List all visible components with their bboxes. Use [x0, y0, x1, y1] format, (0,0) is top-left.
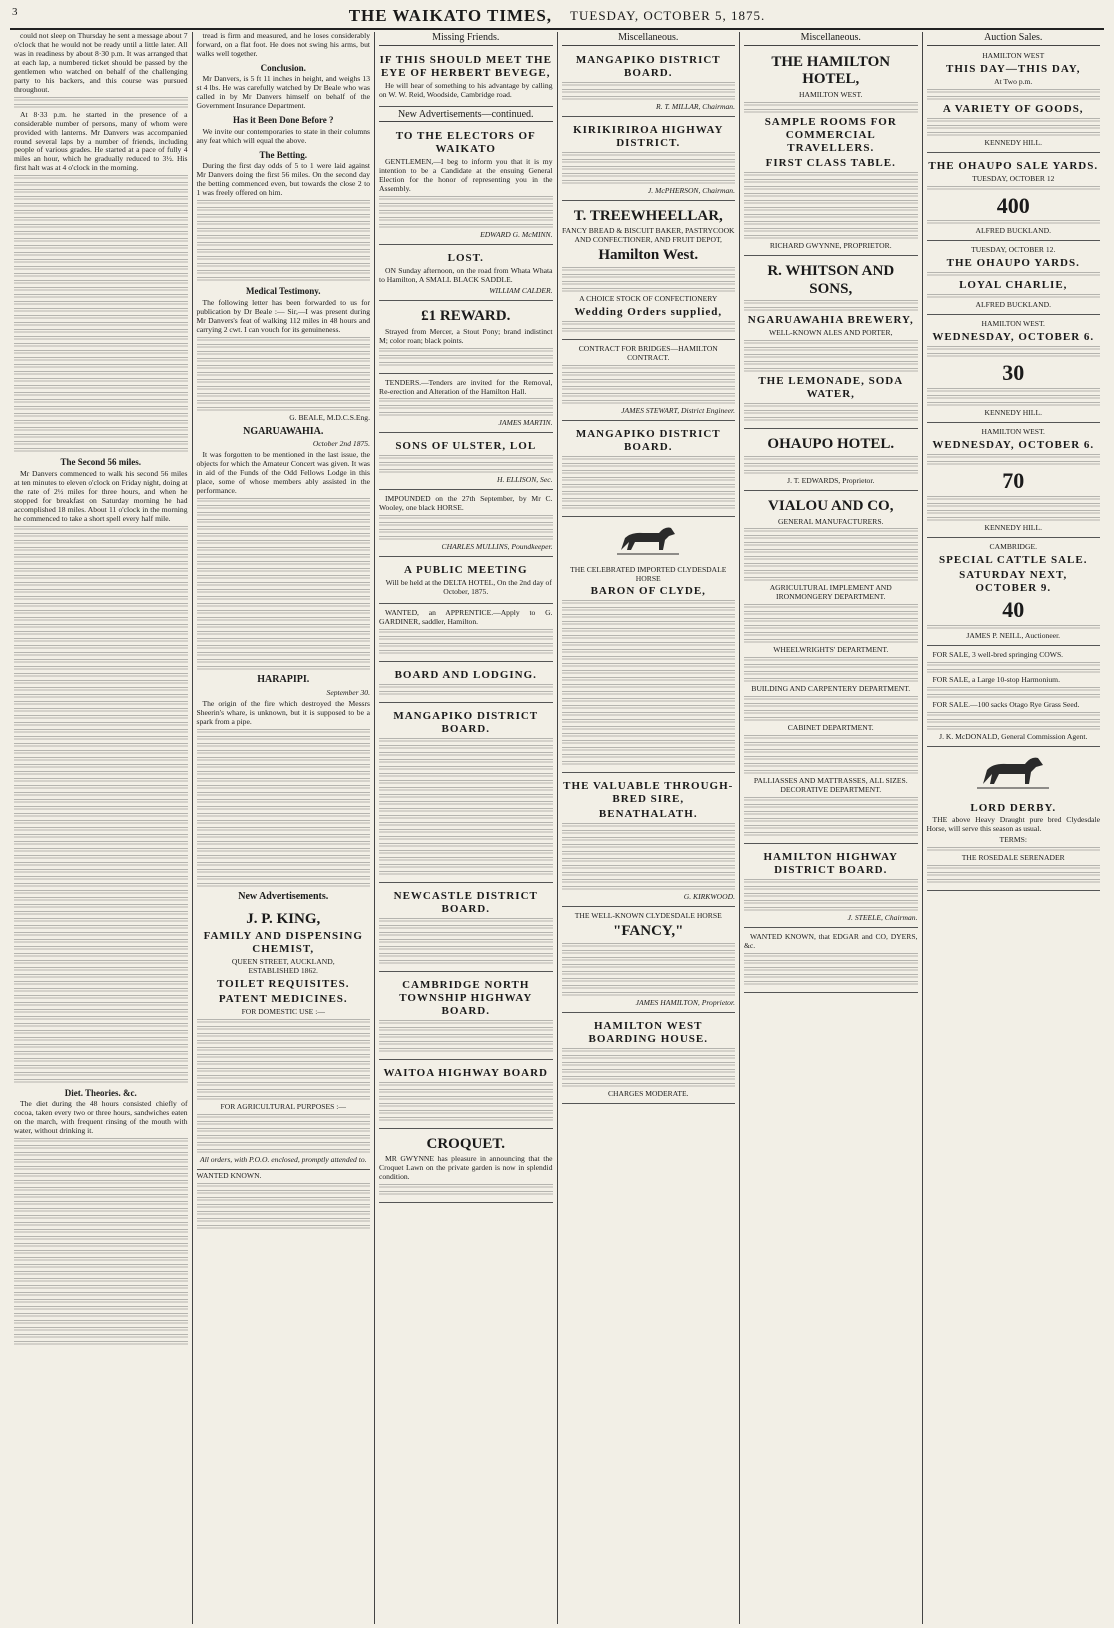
ad-title: T. TREEWHEELLAR, [573, 207, 723, 224]
ad-quantity: 40 [1002, 596, 1025, 622]
auction-ad [927, 155, 1101, 242]
advert [562, 119, 736, 201]
section-header: Miscellaneous. [562, 32, 736, 46]
ad-quantity: 400 [996, 192, 1030, 218]
masthead [10, 4, 1104, 30]
ad-body: FOR SALE, a Large 10-stop Harmonium. [932, 674, 1060, 684]
ad-signature: JAMES HAMILTON, Proprietor. [635, 997, 735, 1007]
ad-subheading: FOR DOMESTIC USE :— [241, 1006, 325, 1016]
ad-title: £1 REWARD. [421, 307, 511, 324]
ad-signature: H. ELLISON, Sec. [497, 475, 553, 485]
advert [379, 376, 553, 434]
ad-title: A PUBLIC MEETING [403, 564, 528, 577]
ad-body: GENTLEMEN,—I beg to inform you that it is my intention to be a Candidate at the ensuing General Election for the honor of representing you in the Assembly. [379, 157, 553, 194]
ad-place: HAMILTON WEST [982, 50, 1045, 60]
advert [379, 559, 553, 604]
advert [379, 606, 553, 662]
advert [562, 49, 736, 117]
ad-title: MANGAPIKO DISTRICT BOARD. [575, 427, 721, 453]
ad-signature: CHARLES MULLINS, Poundkeeper. [441, 542, 553, 552]
ad-heading: PALLIASSES AND MATTRASSES, ALL SIZES. [753, 776, 908, 786]
ad-title: THE VALUABLE THROUGH-BRED SIRE, [563, 780, 734, 806]
ad-title: IF THIS SHOULD MEET THE EYE OF HERBERT BEVEGE, [379, 53, 552, 79]
advert [379, 1131, 553, 1204]
ad-signature: J. T. EDWARDS, Proprietor. [787, 475, 875, 485]
ad-signature: RICHARD GWYNNE, PROPRIETOR. [769, 241, 892, 250]
ad-subtitle: FAMILY AND DISPENSING CHEMIST, [203, 930, 363, 956]
advert [379, 303, 553, 374]
article-paragraph: The following letter has been forwarded to us for publication by Dr Beale :— Sir,—I was present during Mr Danvers's feat of walking 112 miles in 48 hours and carrying 2 cwt. I can vouch for its genuineness. [196, 297, 370, 334]
ad-line: A CHOICE STOCK OF CONFECTIONERY [579, 293, 718, 303]
ad-title: CONTRACT FOR BRIDGES—HAMILTON CONTRACT. [578, 343, 718, 362]
ad-line: FIRST CLASS TABLE. [765, 157, 896, 170]
ad-signature: J. K. McDONALD, General Commission Agent. [939, 731, 1088, 741]
ad-line: LOYAL CHARLIE, [959, 279, 1068, 292]
ad-heading: CABINET DEPARTMENT. [787, 723, 874, 733]
ad-signature: G. KIRKWOOD. [683, 892, 735, 902]
ad-subheading: FOR AGRICULTURAL PURPOSES :— [220, 1101, 346, 1111]
advert-king [197, 906, 371, 1170]
ad-subtitle: FANCY BREAD & BISCUIT BAKER, PASTRYCOOK AND CONFECTIONER, AND FRUIT DEPOT, [561, 226, 735, 245]
ad-body: FOR SALE.—100 sacks Otago Rye Grass Seed. [932, 699, 1080, 709]
ad-body: Will be held at the DELTA HOTEL, On the 2nd day of October, 1875. [385, 578, 552, 597]
advert [379, 705, 553, 883]
auction-ad [927, 425, 1101, 538]
article-paragraph: tread is firm and measured, and he loses considerably forward, on a flat foot. He does not swing his arms, but walks well together. [196, 32, 370, 58]
ad-line: SAMPLE ROOMS FOR COMMERCIAL TRAVELLERS. [764, 116, 897, 155]
ad-signature: ALFRED BUCKLAND. [975, 226, 1052, 236]
column-6 [923, 32, 1105, 1624]
advert [744, 49, 918, 256]
ad-heading: BUILDING AND CARPENTERY DEPARTMENT. [751, 684, 911, 694]
ad-title: THE HAMILTON HOTEL, [771, 53, 891, 88]
horse-illustration-icon [613, 520, 683, 560]
ad-signature: KENNEDY HILL. [984, 408, 1042, 418]
ad-title: LORD DERBY. [970, 801, 1057, 814]
ad-body: MR GWYNNE has pleasure in announcing that the Croquet Lawn on the private garden is now in splendid condition. [379, 1154, 553, 1182]
article-paragraph: The origin of the fire which destroyed the Messrs Sheerin's whare, is unknown, but it is supposed to be a spark from a pipe. [196, 698, 370, 726]
ad-line: THE ROSEDALE SERENADER [961, 853, 1065, 863]
ad-line: THE LEMONADE, SODA WATER, [758, 375, 904, 401]
ad-title: OHAUPO HOTEL. [767, 436, 895, 453]
auction-ad [927, 49, 1101, 153]
ad-title: R. WHITSON AND SONS, [767, 262, 895, 297]
ad-title: SONS OF ULSTER, LOL [395, 440, 537, 453]
section-header: Missing Friends. [379, 32, 553, 46]
ad-line: A VARIETY OF GOODS, [942, 102, 1084, 115]
ad-subtitle: GENERAL MANUFACTURERS. [778, 516, 884, 526]
article-paragraph: During the first day odds of 5 to 1 were laid against Mr Danvers doing the first 56 miles. On the second day the betting commenced even, but towards the close 2 to 1 was freely offered on him. [196, 161, 370, 198]
ad-body: Strayed from Mercer, a Stout Pony; brand indistinct M; color roan; black points. [379, 326, 553, 345]
ad-heading: WANTED KNOWN. [196, 1170, 262, 1180]
section-heading: Medical Testimony. [245, 286, 321, 297]
ad-established: ESTABLISHED 1862. [248, 966, 318, 976]
ad-date: TUESDAY, OCTOBER 12. [971, 245, 1056, 255]
auction-ad [927, 243, 1101, 315]
ad-signature: JAMES STEWART, District Engineer. [621, 405, 735, 415]
ad-title: J. P. KING, [246, 910, 321, 927]
sale-ad [927, 648, 1101, 747]
article-paragraph: The diet during the 48 hours consisted chiefly of cocoa, taken every two or three hours, sandwiches eaten on the march, with frequent rinsing of the mouth with water, without drinking it. [14, 1099, 188, 1136]
ad-title: TO THE ELECTORS OF WAIKATO [395, 130, 536, 156]
ad-note: All orders, with P.O.O. enclosed, promptly attended to. [199, 1154, 367, 1164]
article-paragraph: We invite our contemporaries to state in their columns any feat which will equal the above. [196, 126, 370, 145]
ad-title: BARON OF CLYDE, [590, 585, 706, 598]
ad-title: LOST. [447, 252, 484, 265]
ad-title: WAITOA HIGHWAY BOARD [383, 1066, 548, 1079]
ad-body: IMPOUNDED on the 27th September, by Mr C. Wooley, one black HORSE. [379, 494, 553, 513]
ad-title: HAMILTON HIGHWAY DISTRICT BOARD. [763, 851, 898, 877]
advert [379, 247, 553, 301]
ad-title: MANGAPIKO DISTRICT BOARD. [575, 53, 721, 79]
ad-date: WEDNESDAY, OCTOBER 6. [932, 439, 1095, 452]
ad-place: HAMILTON WEST. [799, 90, 863, 100]
ad-heading: AGRICULTURAL IMPLEMENT AND IRONMONGERY DEPARTMENT. [769, 583, 892, 602]
ad-body: THE above Heavy Draught pure bred Clydesdale Horse, will serve this season as usual. [926, 815, 1100, 834]
section-header: New Advertisements—continued. [379, 109, 553, 123]
ad-heading: PATENT MEDICINES. [218, 993, 348, 1006]
section-heading: Diet. Theories. &c. [64, 1087, 137, 1098]
ad-line: TERMS: [999, 835, 1027, 845]
ad-signature: ALFRED BUCKLAND. [975, 300, 1052, 310]
column-1 [10, 32, 193, 1624]
ad-title: CAMBRIDGE NORTH TOWNSHIP HIGHWAY BOARD. [399, 978, 533, 1017]
ad-title: THE OHAUPO YARDS. [946, 257, 1080, 270]
dateline: September 30. [326, 687, 370, 697]
ad-time: At Two p.m. [994, 76, 1033, 86]
ad-body: WANTED KNOWN, that EDGAR and CO, DYERS, &c. [744, 932, 918, 950]
advert [562, 563, 736, 774]
advert [744, 930, 918, 993]
ad-signature: R. T. MILLAR, Chairman. [656, 101, 735, 111]
ad-title: THE CELEBRATED IMPORTED CLYDESDALE HORSE [570, 564, 727, 583]
advert [562, 775, 736, 907]
advert [379, 1062, 553, 1129]
section-heading: Has it Been Done Before ? [232, 115, 334, 126]
ad-line: WELL-KNOWN ALES AND PORTER, [768, 328, 893, 338]
advert [744, 258, 918, 429]
ad-title: BENATHALATH. [598, 808, 698, 821]
ad-body: WANTED, an APPRENTICE.—Apply to G. GARDINER, saddler, Hamilton. [379, 608, 553, 627]
ad-date: SATURDAY NEXT, OCTOBER 9. [959, 568, 1068, 594]
ad-title: KIRIKIRIROA HIGHWAY DISTRICT. [573, 123, 724, 149]
ad-address: QUEEN STREET, AUCKLAND, [231, 957, 335, 967]
ad-place: CAMBRIDGE. [989, 541, 1037, 551]
advert [562, 1015, 736, 1104]
ad-title: BOARD AND LODGING. [394, 668, 537, 681]
advert [379, 492, 553, 557]
ad-signature: J. McPHERSON, Chairman. [647, 185, 735, 195]
ad-signature: KENNEDY HILL. [984, 137, 1042, 147]
column-5 [740, 32, 923, 1624]
newspaper-title: THE WAIKATO TIMES, [348, 6, 553, 25]
ad-title: SPECIAL CATTLE SALE. [939, 553, 1088, 566]
ad-quantity: 70 [1002, 468, 1025, 494]
signature: G. BEALE, M.D.C.S.Eng. [289, 412, 370, 422]
stud-ad [927, 797, 1101, 892]
advert [562, 423, 736, 517]
ad-place: Hamilton West. [598, 247, 699, 264]
ad-title: THE OHAUPO SALE YARDS. [928, 159, 1099, 172]
section-heading: HARAPIPI. [257, 674, 310, 686]
ad-title: MANGAPIKO DISTRICT BOARD. [393, 709, 539, 735]
auction-ad [927, 540, 1101, 646]
ad-heading: DECORATIVE DEPARTMENT. [780, 785, 882, 795]
ad-title: NEWCASTLE DISTRICT BOARD. [393, 889, 538, 915]
issue-date: TUESDAY, OCTOBER 5, 1875. [570, 8, 766, 23]
ad-title: CROQUET. [426, 1135, 505, 1152]
advert [744, 431, 918, 491]
ad-heading: TOILET REQUISITES. [216, 978, 350, 991]
ad-title: VIALOU AND CO, [768, 497, 894, 514]
ad-title: HAMILTON WEST BOARDING HOUSE. [588, 1019, 709, 1045]
section-heading: The Second 56 miles. [60, 457, 141, 468]
advert [562, 342, 736, 421]
ad-line: CHARGES MODERATE. [607, 1088, 689, 1098]
ad-line: NGARUAWAHIA BREWERY, [747, 314, 914, 327]
ad-body: He will hear of something to his advantage by calling on W. W. Reid, Woodside, Cambridge road. [379, 80, 553, 99]
page-number: 3 [12, 6, 18, 18]
section-heading: Conclusion. [260, 62, 306, 73]
ad-date: TUESDAY, OCTOBER 12 [972, 173, 1055, 183]
ad-signature: JAMES P. NEILL, Auctioneer. [966, 630, 1061, 640]
section-header: Miscellaneous. [744, 32, 918, 46]
section-heading: NGARUAWAHIA. [243, 425, 324, 437]
ad-body: FOR SALE, 3 well-bred springing COWS. [932, 649, 1064, 659]
ad-title: "FANCY," [613, 923, 684, 940]
ad-signature: J. STEELE, Chairman. [847, 913, 918, 923]
advert [379, 435, 553, 490]
ad-body: TENDERS.—Tenders are invited for the Removal, Re-erection and Alteration of the Hamilton Hall. [379, 377, 553, 396]
auction-ad [927, 317, 1101, 423]
ad-place: HAMILTON WEST. [981, 427, 1045, 437]
advert [379, 125, 553, 245]
article-paragraph: At 8·33 p.m. he started in the presence of a considerable number of persons, many of whom were provided with lanterns. Mr Danvers was accompanied round several laps by a number of friends, including people of various grades. He started at a pace of fully 4 miles an hour, which he gradually reduced to 3½. His first halt was at 4 o'clock in the morning. [14, 109, 188, 173]
ad-signature: EDWARD G. McMINN. [480, 230, 553, 240]
advert [379, 885, 553, 972]
ad-place: HAMILTON WEST. [981, 319, 1045, 329]
ad-title: THE WELL-KNOWN CLYDESDALE HORSE [574, 911, 722, 921]
dateline: October 2nd 1875. [312, 439, 370, 449]
ad-quantity: 30 [1002, 360, 1025, 386]
advert [562, 909, 736, 1013]
ad-line: Wedding Orders supplied, [574, 305, 723, 318]
ad-signature: KENNEDY HILL. [984, 522, 1042, 532]
advert [379, 49, 553, 107]
column-3 [375, 32, 558, 1624]
advert [744, 846, 918, 928]
advert [379, 974, 553, 1060]
ad-heading: WHEELWRIGHTS' DEPARTMENT. [773, 645, 889, 655]
section-heading: The Betting. [259, 149, 307, 160]
advert [744, 493, 918, 844]
horse-illustration-icon [973, 750, 1053, 794]
ad-signature: WILLIAM CALDER. [489, 286, 553, 296]
advert [379, 664, 553, 703]
section-header: Auction Sales. [927, 32, 1101, 46]
article-paragraph: It was forgotten to be mentioned in the last issue, the objects for which the Amateur Concert was given. It was in aid of the Funds of the Odd Fellows Lodge in this place, some of whose members ably assisted in the performance. [196, 450, 370, 496]
article-paragraph: Mr Danvers, is 5 ft 11 inches in height, and weighs 13 st 4 lbs. He was carefully watched by Dr Beale who was called in by Mr Danvers himself on behalf of the Government Insurance Department. [196, 74, 370, 111]
section-heading: New Advertisements. [238, 890, 329, 902]
ad-body: ON Sunday afternoon, on the road from Whata Whata to Hamilton, A SMALL BLACK SADDLE. [379, 266, 553, 285]
article-paragraph: could not sleep on Thursday he sent a message about 7 o'clock that he would not be ready until a little later. All was in readiness by about 8·30 p.m. It was arranged that at each lap, a numbered ticket should be passed by the gentlemen who watched on behalf of the challenging party to his backers, and this course was pursued throughout. [14, 32, 188, 94]
column-2 [193, 32, 376, 1624]
column-4 [558, 32, 741, 1624]
ad-date: WEDNESDAY, OCTOBER 6. [932, 331, 1095, 344]
article-paragraph: Mr Danvers commenced to walk his second 56 miles at ten minutes to eleven o'clock on Friday night, doing at the rate of 2½ miles for three hours, and when he stopped for breakfast on Saturday morning he had accomplished 18 miles. About 11 o'clock in the morning he commenced to take a short spell every half mile. [14, 468, 188, 523]
advert [562, 203, 736, 340]
ad-title: THIS DAY—THIS DAY, [946, 62, 1081, 75]
ad-signature: JAMES MARTIN. [498, 418, 553, 428]
